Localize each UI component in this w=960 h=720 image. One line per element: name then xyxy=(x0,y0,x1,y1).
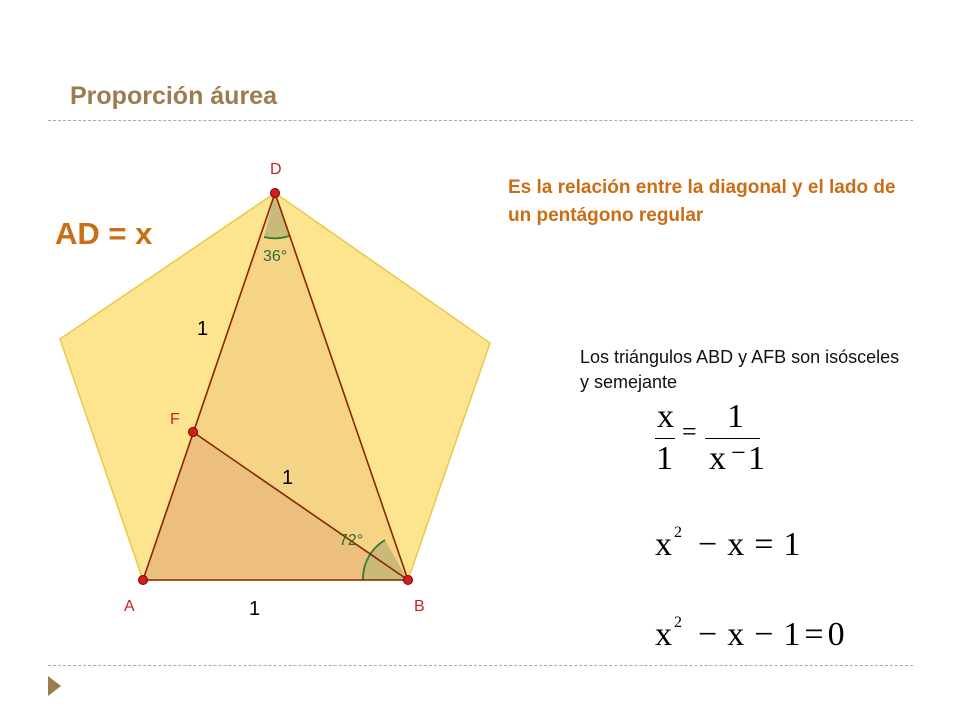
vertex-a xyxy=(139,576,148,585)
segment-label-side: 1 xyxy=(197,318,209,340)
frac-right-den-one: 1 xyxy=(748,440,765,477)
intro-text: Es la relación entre la diagonal y el lado de un pentágono regular xyxy=(508,177,896,226)
angle-36-label: 36° xyxy=(263,248,288,265)
eq2-x2: x xyxy=(727,526,745,563)
frac-right-den-x: x xyxy=(709,440,726,477)
similar-triangles-note: Los triángulos ABD y AFB son isósceles y semejante xyxy=(580,347,900,392)
eq2-rhs: 1 xyxy=(783,526,801,563)
eq3-x: x xyxy=(655,616,672,653)
eq3-exponent: 2 xyxy=(674,614,682,631)
vertex-b xyxy=(404,576,413,585)
label-a: A xyxy=(124,598,135,615)
frac-left-bar xyxy=(655,438,675,439)
eq2-minus: − xyxy=(698,526,718,563)
frac-right-numerator: 1 xyxy=(727,398,744,435)
vertex-d xyxy=(271,189,280,198)
angle-72-label: 72° xyxy=(339,532,364,549)
eq3-rhs: 0 xyxy=(827,616,845,653)
quadratic-equation xyxy=(655,524,800,564)
eq3-minus: − xyxy=(698,616,718,653)
eq2-exponent: 2 xyxy=(674,524,682,541)
frac-left-numerator: x xyxy=(657,398,674,435)
quadratic-zero-equation xyxy=(655,614,845,654)
ad-equals-x-label: AD = x xyxy=(55,216,153,251)
label-b: B xyxy=(414,598,425,615)
segment-label-fb: 1 xyxy=(282,467,294,489)
bottom-divider xyxy=(48,665,913,666)
frac-left-denominator: 1 xyxy=(656,440,673,477)
label-f: F xyxy=(170,411,180,428)
vertex-f xyxy=(189,428,198,437)
segment-label-ab: 1 xyxy=(249,598,261,620)
eq2-x: x xyxy=(655,526,672,563)
eq3-x2: x xyxy=(727,616,745,653)
frac-right-den-minus: − xyxy=(731,438,746,467)
eq3-one: 1 xyxy=(783,616,801,653)
eq3-minus2: − xyxy=(754,616,774,653)
eq3-equals: = xyxy=(804,616,824,653)
ratio-equation xyxy=(655,400,775,480)
slide-title: Proporción áurea xyxy=(70,82,277,110)
label-d: D xyxy=(270,161,282,178)
frac-equals: = xyxy=(682,417,697,446)
eq2-equals: = xyxy=(754,526,774,563)
bullet-arrow-icon xyxy=(48,676,61,696)
